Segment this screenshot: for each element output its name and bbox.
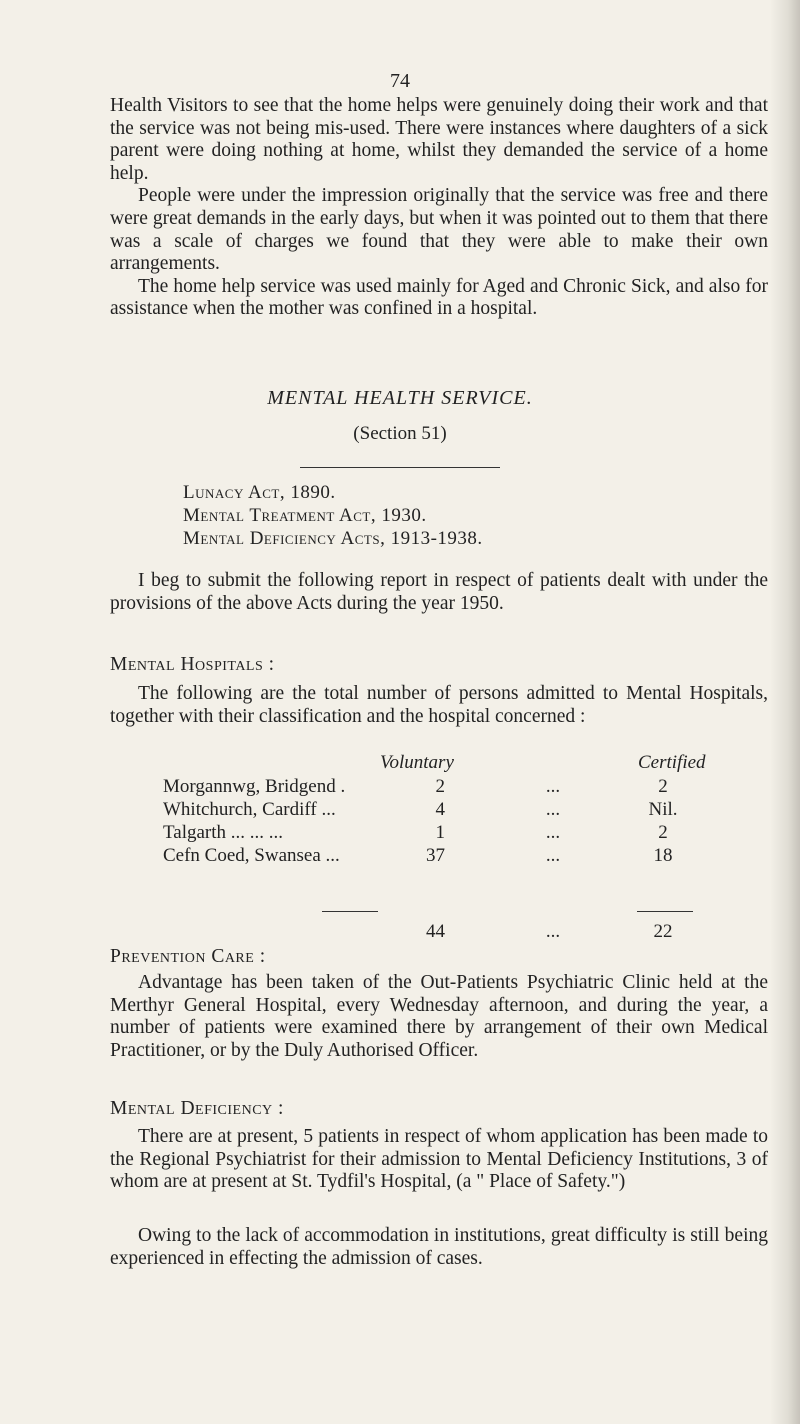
- table-total-row: [163, 921, 723, 944]
- hospital-name: Morgannwg, Bridgend .: [163, 776, 346, 797]
- paragraph: The home help service was used mainly for Aged and Chronic Sick, and also for assistance when the mother was confined in a hospital.: [110, 275, 768, 320]
- hospital-name: Cefn Coed, Swansea ...: [163, 845, 340, 866]
- certified-value: 2: [658, 776, 668, 797]
- leader-dots: ...: [545, 776, 561, 797]
- leader-dots: ...: [545, 845, 561, 866]
- divider: [300, 467, 500, 468]
- voluntary-value: 4: [435, 799, 445, 820]
- prevention-heading: Prevention Care :: [110, 946, 266, 967]
- total-voluntary: 44: [426, 921, 445, 942]
- submit-paragraph: I beg to submit the following report in respect of patients dealt with under the provisions of the above Acts during the year 1950.: [110, 570, 768, 614]
- voluntary-value: 37: [426, 845, 445, 866]
- deficiency-text-2: Owing to the lack of accommodation in institutions, great difficulty is still being experienced in effecting the admission of cases.: [110, 1225, 768, 1269]
- table-row: [163, 776, 723, 799]
- certified-value: Nil.: [648, 799, 678, 820]
- act-item: Mental Deficiency Acts, 1913-1938.: [183, 528, 483, 549]
- hospital-name: Whitchurch, Cardiff ...: [163, 799, 336, 820]
- prevention-text: Advantage has been taken of the Out-Patients Psychiatric Clinic held at the Merthyr General Hospital, every Wednesday afternoon, and during the year, a number of patients were examined there by arrangement of their own Medical Practitioner, or by the Duly Authorised Officer.: [110, 972, 768, 1061]
- paragraph: People were under the impression originally that the service was free and there were great demands in the early days, but when it was pointed out to them that there was a scale of charges we found that they were able to make their own arrangements.: [110, 185, 768, 275]
- acts-list: [183, 481, 483, 550]
- column-header-voluntary: Voluntary: [380, 752, 454, 773]
- act-item: Lunacy Act, 1890.: [183, 482, 336, 503]
- total-rule-certified: [637, 911, 693, 912]
- page-number: 74: [390, 70, 410, 92]
- certified-value: 2: [658, 822, 668, 843]
- home-help-section: [110, 95, 768, 321]
- leader-dots: ...: [545, 822, 561, 843]
- leader-dots: ...: [545, 921, 561, 942]
- deficiency-text: There are at present, 5 patients in respect of whom application has been made to the Regional Psychiatrist for their admission to Mental Deficiency Institutions, 3 of whom are at present at St. Tydfil's Hospital, (a " Place of Safety."): [110, 1126, 768, 1193]
- voluntary-value: 2: [435, 776, 445, 797]
- table-row: [163, 822, 723, 845]
- leader-dots: ...: [545, 799, 561, 820]
- deficiency-heading: Mental Deficiency :: [110, 1098, 284, 1119]
- total-rule-voluntary: [322, 911, 378, 912]
- mental-hospitals-heading: Mental Hospitals :: [110, 654, 275, 675]
- voluntary-value: 1: [435, 822, 445, 843]
- page-edge-shadow: [770, 0, 800, 1424]
- table-row: [163, 799, 723, 822]
- section-title: MENTAL HEALTH SERVICE.: [267, 387, 533, 409]
- hospital-name: Talgarth ... ... ...: [163, 822, 284, 843]
- table-row: [163, 845, 723, 868]
- act-item: Mental Treatment Act, 1930.: [183, 505, 427, 526]
- paragraph: Health Visitors to see that the home helps were genuinely doing their work and that the service was not being mis-used. There were instances where daughters of a sick parent were doing nothing at home, whilst they demanded the service of a home help.: [110, 95, 768, 184]
- column-header-certified: Certified: [638, 752, 706, 773]
- certified-value: 18: [653, 845, 673, 866]
- total-certified: 22: [653, 921, 673, 942]
- mental-hospitals-intro: The following are the total number of persons admitted to Mental Hospitals, together with their classification and the hospital concerned :: [110, 683, 768, 727]
- section-reference: (Section 51): [353, 423, 447, 444]
